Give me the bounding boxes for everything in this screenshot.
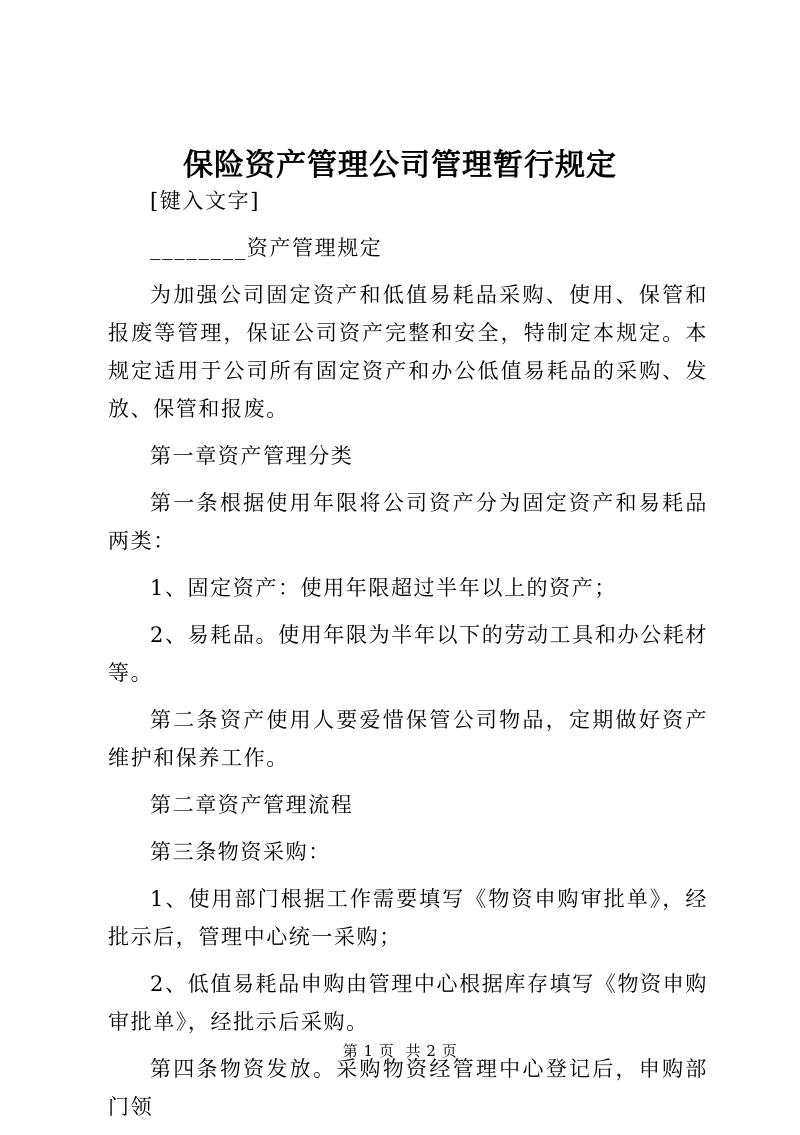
paragraph-item-consumables: 2、易耗品。使用年限为半年以下的劳动工具和办公耗材等。 — [108, 623, 708, 685]
page-number: 第 1 页 — [342, 1042, 395, 1060]
document-title: 保险资产管理公司管理暂行规定 — [183, 148, 617, 183]
page-footer — [0, 1040, 800, 1061]
paragraph-placeholder: [键入文字] — [150, 189, 260, 213]
paragraph-intro: 为加强公司固定资产和低值易耗品采购、使用、保管和报废等管理，保证公司资产完整和安全，特制定本规定。本规定适用于公司所有固定资产和办公低值易耗品的采购、发放、保管和报废。 — [108, 283, 708, 421]
paragraph-item-purchase-2: 2、低值易耗品申购由管理中心根据库存填写《物资申购审批单》，经批示后采购。 — [108, 972, 708, 1034]
page-total: 共 2 页 — [405, 1042, 458, 1060]
chapter-heading-2: 第二章资产管理流程 — [150, 793, 354, 817]
document-body — [108, 182, 708, 1135]
paragraph-article-2: 第二条资产使用人要爱惜保管公司物品，定期做好资产维护和保养工作。 — [108, 708, 708, 770]
paragraph-article-3: 第三条物资采购： — [150, 840, 331, 864]
paragraph-subtitle: ________资产管理规定 — [150, 236, 383, 260]
paragraph-article-1: 第一条根据使用年限将公司资产分为固定资产和易耗品两类： — [108, 491, 708, 553]
paragraph-item-fixed-assets: 1、固定资产：使用年限超过半年以上的资产； — [150, 576, 617, 600]
paragraph-article-4: 第四条物资发放。采购物资经管理中心登记后，申购部门领 — [108, 1057, 708, 1119]
paragraph-item-purchase-1: 1、使用部门根据工作需要填写《物资申购审批单》，经批示后，管理中心统一采购； — [108, 887, 708, 949]
chapter-heading-1: 第一章资产管理分类 — [150, 444, 354, 468]
